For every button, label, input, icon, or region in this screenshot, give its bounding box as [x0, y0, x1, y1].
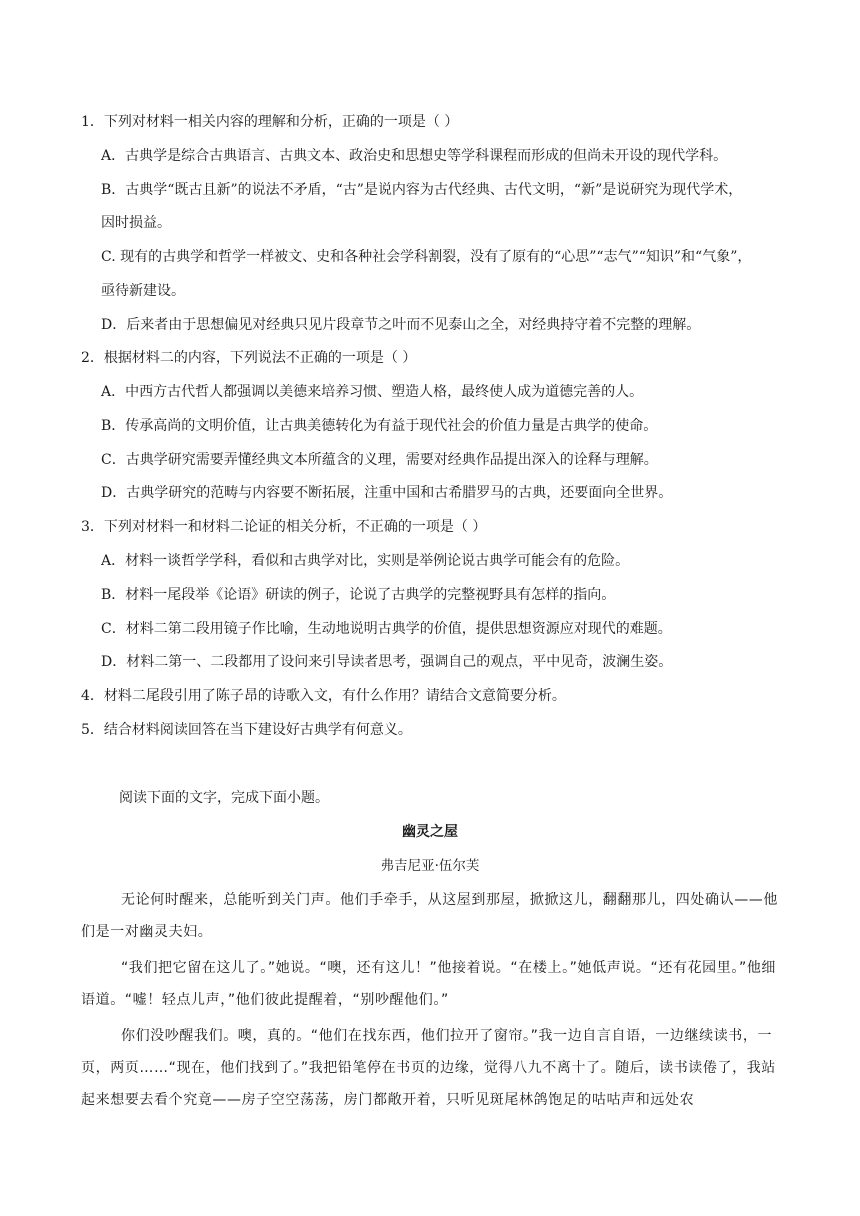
question-3-option-d: D．材料二第一、二段都用了设问来引导读者思考，强调自己的观点，平中见奇，波澜生姿。 — [101, 654, 673, 670]
question-1-option-d: D．后来者由于思想偏见对经典只见片段章节之叶而不见泰山之全，对经典持守着不完整的理解。 — [101, 317, 701, 333]
question-2-option-b: B．传承高尚的文明价值，让古典美德转化为有益于现代社会的价值力量是古典学的使命。 — [101, 418, 658, 434]
question-3-option-a: A．材料一谈哲学学科，看似和古典学对比，实则是举例论说古典学可能会有的危险。 — [101, 553, 630, 569]
question-3-stem: 3．下列对材料一和材料二论证的相关分析，不正确的一项是（ ） — [81, 519, 487, 535]
question-2-stem: 2．根据材料二的内容，下列说法不正确的一项是（ ） — [81, 350, 417, 366]
question-1-option-a: A．古典学是综合古典语言、古典文本、政治史和思想史等学科课程而形成的但尚未开设的现代学科。 — [101, 148, 728, 164]
question-4-stem: 4．材料二尾段引用了陈子昂的诗歌入文，有什么作用？请结合文意简要分析。 — [81, 688, 566, 704]
question-5-stem: 5．结合材料阅读回答在当下建设好古典学有何意义。 — [81, 722, 412, 738]
question-2-option-a: A．中西方古代哲人都强调以美德来培养习惯、塑造人格，最终使人成为道德完善的人。 — [101, 384, 644, 400]
question-2-option-c: C．古典学研究需要弄懂经典文本所蕴含的义理，需要对经典作品提出深入的诠释与理解。 — [101, 452, 658, 468]
question-1-stem: 1．下列对材料一相关内容的理解和分析，正确的一项是（ ） — [81, 114, 459, 130]
question-1-option-c-cont: 亟待新建设。 — [101, 283, 185, 299]
passage-paragraph-1: 无论何时醒来，总能听到关门声。他们手牵手，从这屋到那屋，掀掀这儿，翻翻那儿，四处确认——他们是一对幽灵夫妇。 — [81, 892, 778, 940]
passage-title: 幽灵之屋 — [402, 824, 458, 840]
question-3-option-b: B．材料一尾段举《论语》研读的例子，论说了古典学的完整视野具有怎样的指向。 — [101, 587, 616, 603]
passage-paragraph-2: “我们把它留在这儿了。”她说。“噢，还有这儿！”他接着说。“在楼上。”她低声说。“还有花园里。”他细语道。“嘘！轻点儿声，”他们彼此提醒着，“别吵醒他们。” — [81, 960, 777, 1008]
question-1-option-b-cont: 因时损益。 — [101, 215, 171, 231]
reading-instruction: 阅读下面的文字，完成下面小题。 — [119, 790, 329, 806]
question-2-option-d: D．古典学研究的范畴与内容要不断拓展，注重中国和古希腊罗马的古典，还要面向全世界。 — [101, 485, 673, 501]
passage-author: 弗吉尼亚·伍尔芙 — [380, 858, 480, 874]
question-3-option-c: C．材料二第二段用镜子作比喻，生动地说明古典学的价值，提供思想资源应对现代的难题。 — [101, 621, 672, 637]
question-1-option-c: C. 现有的古典学和哲学一样被文、史和各种社会学科割裂，没有了原有的“心思”“志气”“知识”和“气象”， — [101, 249, 752, 265]
question-1-option-b: B．古典学“既古且新”的说法不矛盾，“古”是说内容为古代经典、古代文明，“新”是说研究为现代学术， — [101, 182, 743, 198]
passage-paragraph-3: 你们没吵醒我们。噢，真的。“他们在找东西，他们拉开了窗帘。”我一边自言自语，一边继续读书，一页，两页……“现在，他们找到了。”我把铅笔停在书页的边缘，觉得八九不离十了。随后，读书读倦了，我站起来想要去看个究竟——房子空空荡荡，房门都敞开着，只听见斑尾林鸽饱足的咕咕声和远处农 — [81, 1028, 776, 1108]
